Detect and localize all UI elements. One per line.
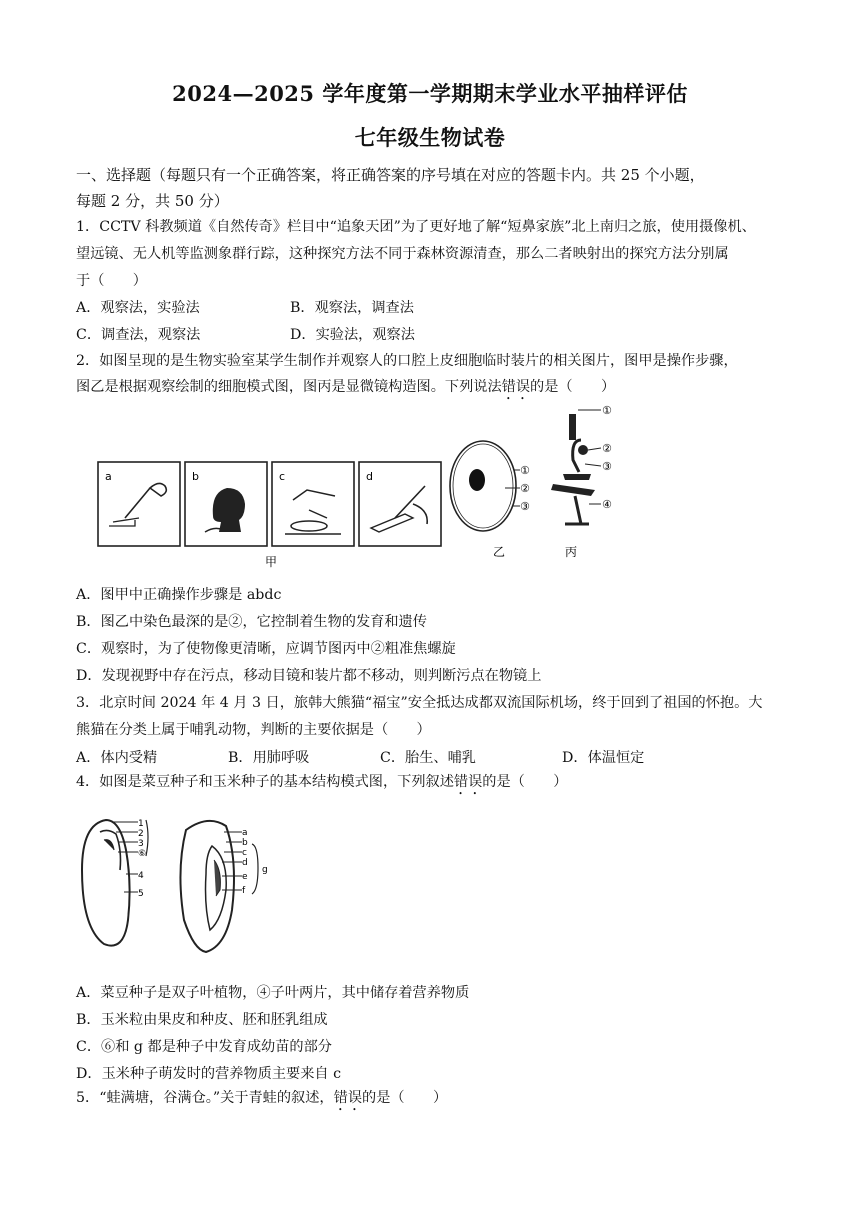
caption-yi: 乙 [493,545,506,559]
bean-label-1: 1 [138,819,144,829]
panel-d-label: d [366,470,373,483]
panel-d-coverslip [359,462,441,546]
bean-label-6: ⑥ [138,849,147,859]
q1-stem-line2: 望远镜、无人机等监测象群行踪，这种探究方法不同于森林资源清查，那么二者映射出的探究方法分别属 [76,246,729,262]
q2-stem-line2: 图乙是根据观察绘制的细胞模式图，图丙是显微镜构造图。下列说法错误的是（ ） [76,379,616,395]
microscope-diagram-bing [551,404,612,559]
corn-label-g: g [262,865,268,875]
exam-title: 2024—2025 学年度第一学期期末学业水平抽样评估 [172,81,688,106]
yi-marker-1: ① [520,464,530,477]
bing-marker-2: ② [602,442,612,455]
panel-b-label: b [192,470,199,483]
bing-marker-3: ③ [602,460,612,473]
q2-emphasis: 错误 [501,379,531,395]
q1-stem-line1: 1．CCTV 科教频道《自然传奇》栏目中“追象天团”为了更好地了解“短鼻家族”北上南归之旅，使用摄像机、 [76,219,756,235]
bing-marker-4: ④ [602,498,612,511]
panel-a-scraping [98,462,180,546]
q2-option-c: C．观察时，为了使物像更清晰，应调节图丙中②粗准焦螺旋 [76,641,456,657]
q1-stem-line3: 于（ ） [76,273,147,289]
q3-stem-line2: 熊猫在分类上属于哺乳动物，判断的主要依据是（ ） [76,722,431,738]
corn-label-f: f [242,886,246,896]
bean-label-4: 4 [138,871,144,881]
q5-stem-line1: 5．“蛙满塘，谷满仓。”关于青蛙的叙述，错误的是（ ） [76,1090,448,1106]
bean-label-3: 3 [138,839,144,849]
q3-option-a: A．体内受精 [76,750,158,766]
q4-option-a: A．菜豆种子是双子叶植物，④子叶两片，其中储存着营养物质 [76,985,470,1001]
q1-option-a: A．观察法，实验法 [76,300,200,316]
bean-seed-diagram [82,819,148,946]
exam-subtitle: 七年级生物试卷 [354,125,506,150]
corn-label-b: b [242,838,248,848]
yi-marker-2: ② [520,482,530,495]
q1-option-b: B．观察法，调查法 [290,300,414,316]
panel-b-mouth [185,462,267,546]
q3-stem-line1: 3．北京时间 2024 年 4 月 3 日，旅韩大熊猫“福宝”安全抵达成都双流国际机场，终于回到了祖国的怀抱。大 [76,695,763,711]
q2-figure [95,400,655,580]
corn-seed-diagram [180,821,267,952]
panel-c-staining [272,462,354,546]
q4-emphasis: 错误 [453,774,483,790]
q1-option-d: D．实验法，观察法 [290,327,415,343]
bean-label-2: 2 [138,829,144,839]
q2-option-d: D．发现视野中存在污点，移动目镜和装片都不移动，则判断污点在物镜上 [76,668,542,684]
q3-option-d: D．体温恒定 [562,750,645,766]
corn-label-a: a [242,828,248,838]
yi-marker-3: ③ [520,500,530,513]
cell-diagram-yi [450,441,530,559]
q4-seed-figure [76,810,276,960]
q4-option-d: D．玉米种子萌发时的营养物质主要来自 c [76,1066,342,1082]
corn-label-d: d [242,858,248,868]
q4-option-c: C．⑥和 g 都是种子中发育成幼苗的部分 [76,1039,332,1055]
q4-option-b: B．玉米粒由果皮和种皮、胚和胚乳组成 [76,1012,328,1028]
q4-stem-line1: 4．如图是菜豆种子和玉米种子的基本结构模式图，下列叙述错误的是（ ） [76,774,568,790]
bing-marker-1: ① [602,404,612,417]
q3-option-c: C．胎生、哺乳 [380,750,476,766]
caption-jia: 甲 [265,555,278,569]
section-heading: 一、选择题（每题只有一个正确答案，将正确答案的序号填在对应的答题卡内。共 25 个小题， [76,166,705,184]
q2-stem-line1: 2．如图呈现的是生物实验室某学生制作并观察人的口腔上皮细胞临时装片的相关图片，图甲是操作步骤， [76,353,738,369]
q3-option-b: B．用肺呼吸 [228,750,310,766]
bean-label-5: 5 [138,889,144,899]
q2-option-b: B．图乙中染色最深的是②，它控制着生物的发育和遗传 [76,614,427,630]
corn-label-c: c [242,848,247,858]
corn-label-e: e [242,872,248,882]
panel-c-label: c [279,470,286,483]
caption-bing: 丙 [565,545,578,559]
q2-option-a: A．图甲中正确操作步骤是 abdc [76,587,282,603]
panel-a-label: a [105,470,112,483]
q5-emphasis: 错误 [333,1090,363,1106]
q1-option-c: C．调查法，观察法 [76,327,201,343]
section-heading-cont: 每题 2 分，共 50 分） [76,192,229,210]
